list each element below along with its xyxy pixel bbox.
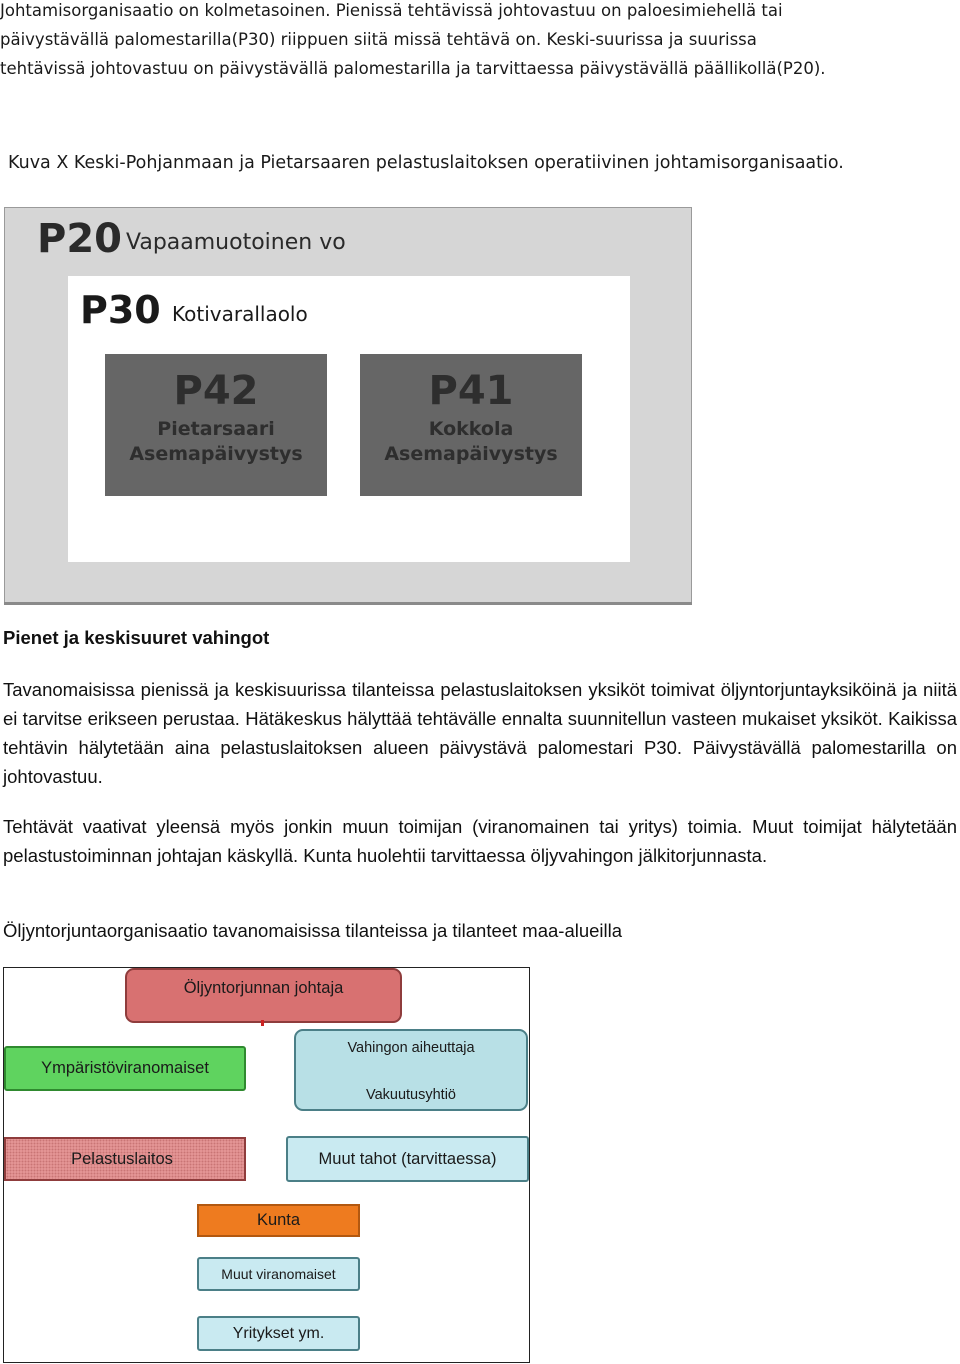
org-chart-heading: Öljyntorjuntaorganisaatio tavanomaisissa tilanteissa ja tilanteet maa-alueilla — [3, 920, 623, 941]
p42-duty: Asemapäivystys — [129, 443, 303, 465]
figure-shadow — [4, 602, 692, 605]
p42-location: Pietarsaari — [157, 418, 275, 440]
p30-code: P30 — [80, 288, 161, 332]
node-other-authorities-label: Muut viranomaiset — [221, 1266, 336, 1282]
node-environment — [4, 1046, 246, 1091]
node-companies-label: Yritykset ym. — [232, 1324, 325, 1342]
intro-line-1: Johtamisorganisaatio on kolmetasoinen. Pienissä tehtävissä johtovastuu on paloesimiehellä tai — [0, 1, 783, 20]
paragraph-2: Tehtävät vaativat yleensä myös jonkin muun toimijan (viranomainen tai yritys) toimia. Muut toimijat hälytetään pelastustoiminnan johtajan käskyllä. Kunta huolehtii tarvittaessa öljyvahingon jälkitorjunnasta. — [3, 816, 957, 866]
section-heading: Pienet ja keskisuuret vahingot — [3, 627, 270, 648]
node-other-authorities — [197, 1257, 360, 1291]
node-causer-line2: Vakuutusyhtiö — [365, 1087, 456, 1103]
node-municipality — [197, 1204, 360, 1237]
p30-level-box — [68, 276, 630, 562]
node-others-label: Muut tahot (tarvittaessa) — [318, 1149, 497, 1168]
figure-caption: Kuva X Keski-Pohjanmaan ja Pietarsaaren pelastuslaitoksen operatiivinen johtamisorganisaatio. — [8, 153, 844, 173]
oil-response-org-chart — [3, 967, 530, 1363]
intro-line-2: päivystävällä palomestarilla(P30) riippuen siitä missä tehtävä on. Keski-suurissa ja suurissa — [0, 30, 757, 49]
node-environment-label: Ympäristöviranomaiset — [41, 1059, 209, 1077]
node-causer — [294, 1029, 528, 1111]
node-companies — [197, 1316, 360, 1351]
node-others — [286, 1136, 529, 1182]
p41-duty: Asemapäivystys — [384, 443, 558, 465]
p20-code: P20 — [37, 216, 122, 262]
node-causer-line1: Vahingon aiheuttaja — [347, 1040, 475, 1056]
p41-code: P41 — [428, 368, 514, 414]
node-leader — [125, 968, 402, 1023]
command-organisation-figure — [4, 207, 692, 604]
node-rescue-label: Pelastuslaitos — [71, 1149, 173, 1168]
node-municipality-label: Kunta — [256, 1211, 301, 1229]
connector-line — [261, 1020, 264, 1026]
station-p42 — [105, 354, 327, 496]
p20-label: Vapaamuotoinen vo — [126, 230, 346, 255]
p41-location: Kokkola — [428, 418, 514, 440]
node-rescue — [4, 1137, 246, 1181]
p42-code: P42 — [173, 368, 259, 414]
node-leader-label: Öljyntorjunnan johtaja — [183, 979, 344, 997]
paragraph-1: Tavanomaisissa pienissä ja keskisuurissa tilanteissa pelastuslaitoksen yksiköt toimivat öljyntorjuntayksiköinä ja niitä ei tarvitse erikseen perustaa. Hätäkeskus hälyttää tehtävälle ennalta suunnitellun vasteen mukaiset yksiköt. Kaikissa tehtävin hälytetään aina pelastuslaitoksen alueen päivystävä palomestari P30. Päivystävällä palomestarilla on johtovastuu. — [3, 679, 957, 787]
station-p41 — [360, 354, 582, 496]
intro-line-3: tehtävissä johtovastuu on päivystävällä palomestarilla ja tarvittaessa päivystävällä päällikollä(P20). — [0, 59, 826, 78]
p30-label: Kotivarallaolo — [172, 302, 308, 326]
